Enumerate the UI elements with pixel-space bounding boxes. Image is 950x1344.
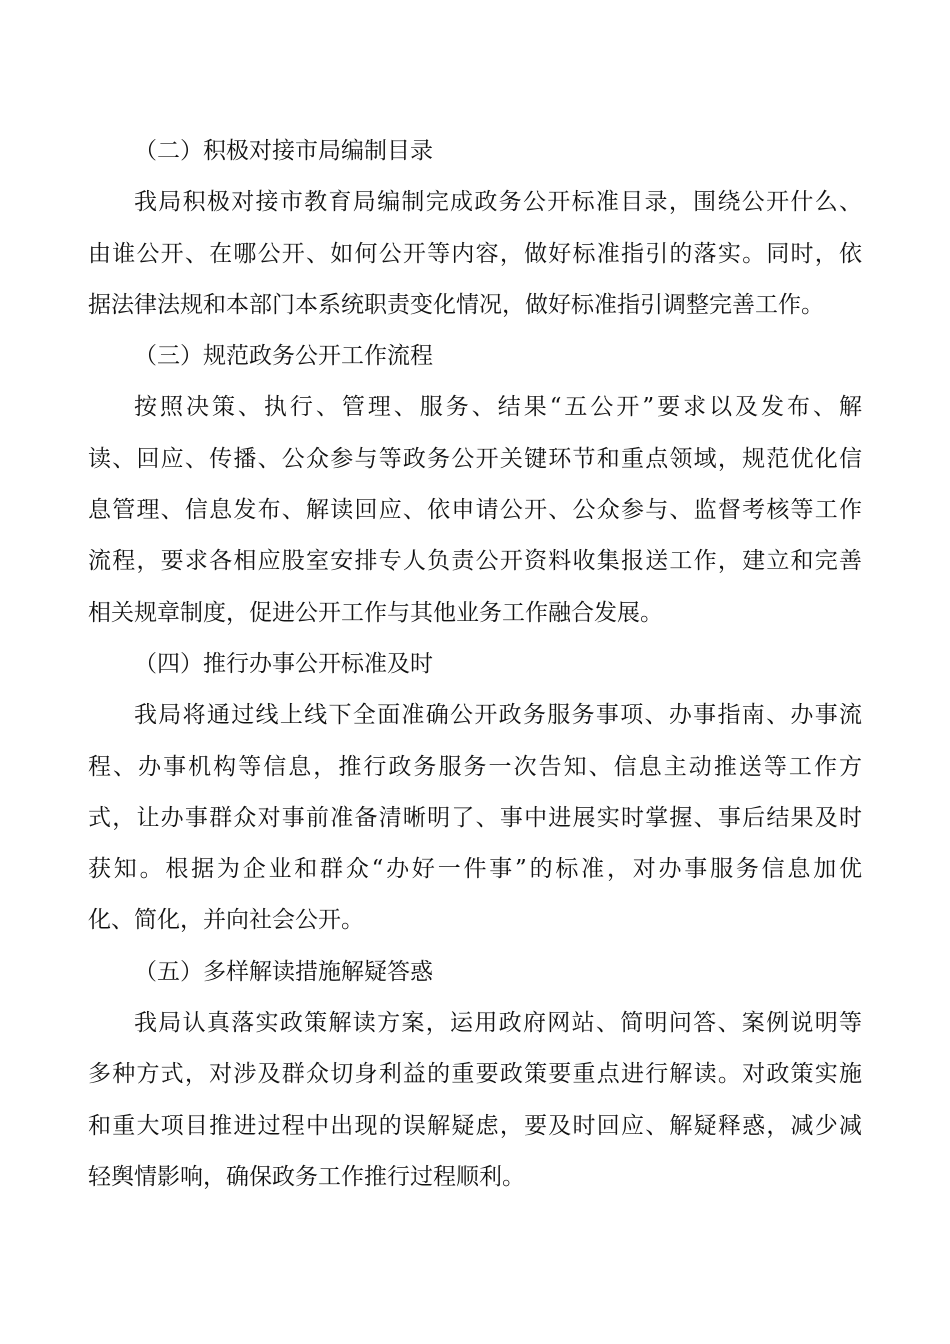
paragraph-line: 相关规章制度，促进公开工作与其他业务工作融合发展。 [88,599,663,626]
paragraph-line: 我局将通过线上线下全面准确公开政务服务事项、办事指南、办事流 [134,702,862,729]
paragraph-line: 式，让办事群众对事前准备清晰明了、事中进展实时掌握、事后结果及时 [88,804,862,831]
paragraph-line: 息管理、信息发布、解读回应、依申请公开、公众参与、监督考核等工作 [88,497,862,524]
paragraph-line: 按照决策、执行、管理、服务、结果“五公开”要求以及发布、解 [134,394,862,421]
paragraph-line: 程、办事机构等信息，推行政务服务一次告知、信息主动推送等工作方 [88,753,862,780]
paragraph-line: 和重大项目推进过程中出现的误解疑虑，要及时回应、解疑释惑，减少减 [88,1112,862,1139]
paragraph-line: 我局认真落实政策解读方案，运用政府网站、简明问答、案例说明等 [134,1010,862,1037]
paragraph-line: 获知。根据为企业和群众“办好一件事”的标准，对办事服务信息加优 [88,856,862,883]
paragraph-line: 我局积极对接市教育局编制完成政务公开标准目录，围绕公开什么、 [134,189,862,216]
paragraph-line: 流程，要求各相应股室安排专人负责公开资料收集报送工作，建立和完善 [88,548,862,575]
section-heading: （五）多样解读措施解疑答惑 [134,958,433,985]
paragraph-line: 化、简化，并向社会公开。 [88,907,364,934]
paragraph-line: 由谁公开、在哪公开、如何公开等内容，做好标准指引的落实。同时，依 [88,240,862,267]
section-heading: （三）规范政务公开工作流程 [134,343,433,370]
section-heading: （二）积极对接市局编制目录 [134,138,433,164]
document-page [88,126,862,1203]
paragraph-line: 读、回应、传播、公众参与等政务公开关键环节和重点领域，规范优化信 [88,445,862,472]
paragraph-line: 轻舆情影响，确保政务工作推行过程顺利。 [88,1163,525,1190]
paragraph-line: 据法律法规和本部门本系统职责变化情况，做好标准指引调整完善工作。 [88,291,824,318]
paragraph-line: 多种方式，对涉及群众切身利益的重要政策要重点进行解读。对政策实施 [88,1061,862,1088]
section-heading: （四）推行办事公开标准及时 [134,650,433,677]
